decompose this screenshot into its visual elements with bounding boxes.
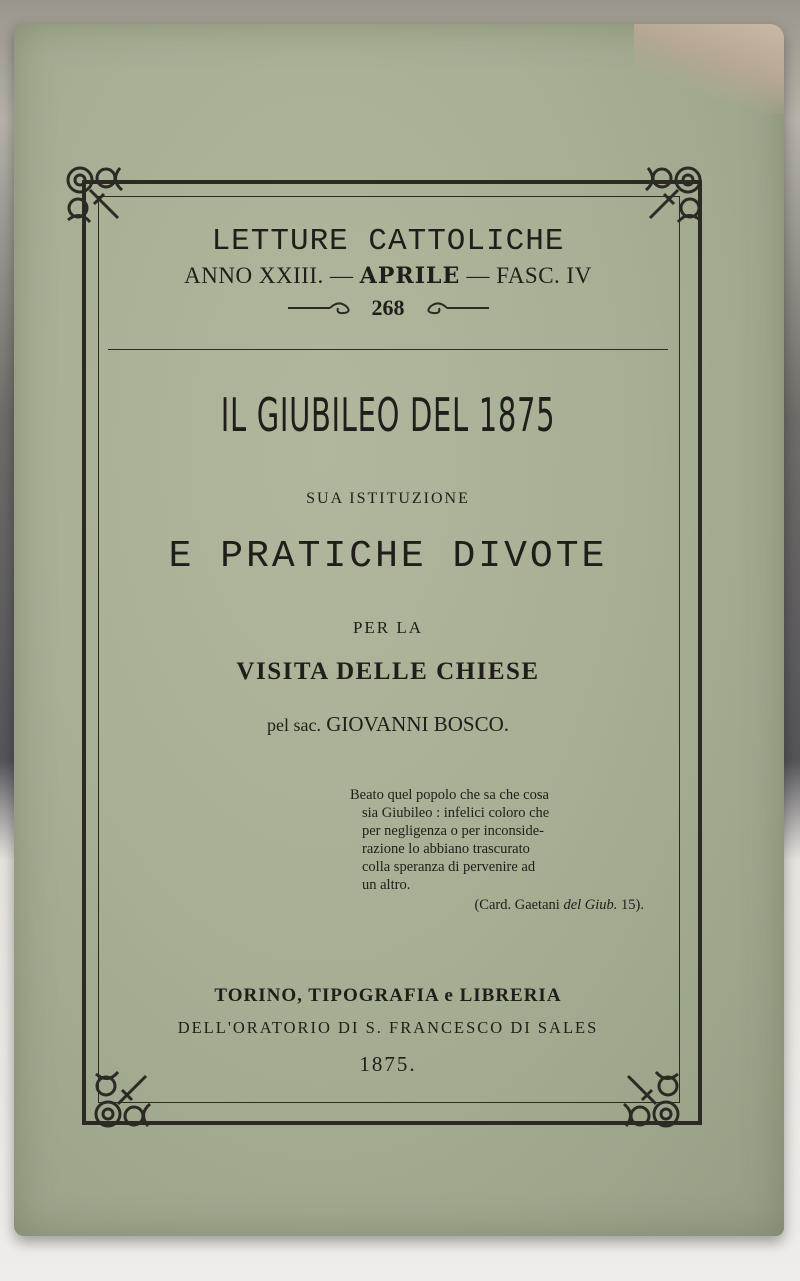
citation-prefix: (Card. Gaetani (474, 897, 560, 913)
author-name: GIOVANNI BOSCO. (326, 712, 510, 736)
month-label: APRILE (359, 263, 461, 289)
author-line (110, 712, 666, 737)
header-divider (108, 349, 668, 350)
publication-year: 1875. (359, 1052, 417, 1076)
main-title: IL GIUBILEO DEL 1875 (220, 388, 556, 442)
epigraph-line: Beato quel popolo che sa che cosa (350, 787, 549, 803)
citation-suffix: 15). (621, 897, 644, 913)
torn-corner (634, 24, 784, 114)
series-info-line (110, 263, 666, 289)
epigraph-line: sia Giubileo : infelici coloro che (362, 805, 550, 821)
epigraph-line: razione lo abbiano trascurato (362, 841, 530, 857)
publisher-line-1: TORINO, TIPOGRAFIA e LIBRERIA (214, 985, 562, 1006)
epigraph-quote (350, 786, 644, 914)
fascicle-label: FASC. IV (496, 263, 592, 288)
epigraph-line: per negligenza o per inconside- (362, 823, 544, 839)
subtitle: SUA ISTITUZIONE (306, 490, 470, 507)
swirl-flourish-icon (286, 300, 356, 316)
subtitle-large: E PRATICHE DIVOTE (168, 535, 608, 578)
inner-border-frame (98, 196, 680, 1103)
dash: — (330, 263, 354, 288)
series-title: LETTURE CATTOLICHE (211, 224, 565, 259)
swirl-flourish-icon (421, 300, 491, 316)
issue-number-row (110, 295, 666, 321)
citation-work: del Giub. (563, 897, 618, 913)
publisher-line-2: DELL'ORATORIO DI S. FRANCESCO DI SALES (177, 1018, 599, 1037)
header-block (110, 210, 666, 321)
epigraph-line: colla speranza di pervenire ad (362, 859, 536, 875)
year-label: ANNO XXIII. (184, 263, 324, 288)
author-prefix: pel sac. (266, 715, 321, 735)
per-la-text: PER LA (352, 618, 424, 637)
visita-title: VISITA DELLE CHIESE (236, 658, 540, 685)
epigraph-line: un altro. (362, 877, 411, 893)
issue-number: 268 (371, 295, 405, 320)
epigraph-citation (350, 896, 644, 914)
dash: — (466, 263, 490, 288)
